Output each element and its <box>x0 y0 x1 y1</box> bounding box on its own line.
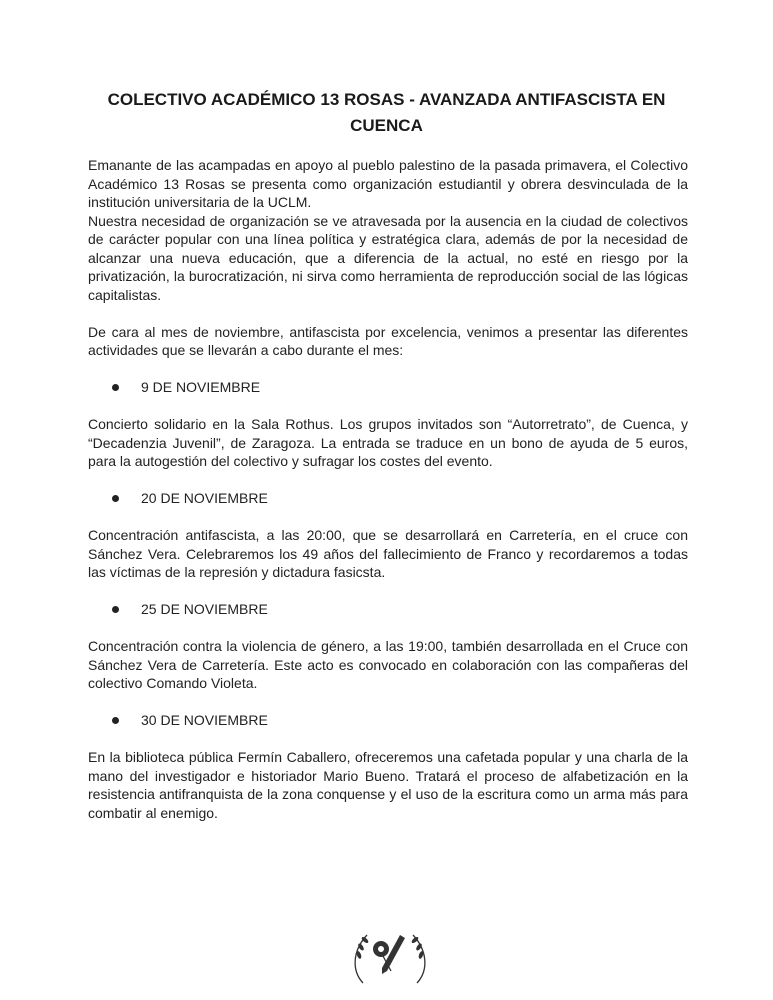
document-title: COLECTIVO ACADÉMICO 13 ROSAS - AVANZADA ANTIFASCISTA EN CUENCA <box>107 90 666 135</box>
intro-paragraph: Emanante de las acampadas en apoyo al pueblo palestino de la pasada primavera, el Colectivo Académico 13 Rosas se presenta como organización estudiantil y obrera desvinculada de la institución universitaria de la UCLM. <box>88 157 688 210</box>
bullet-icon <box>112 384 119 391</box>
event-description-1: Concierto solidario en la Sala Rothus. Los grupos invitados son “Autorretrato”, de Cuenca, y “Decadenzia Juvenil”, de Zaragoza. La entrada se traduce en un bono de ayuda de 5 euros, para la autogestión del colectivo y sufragar los costes del evento. <box>88 416 688 469</box>
event-date-label: 9 DE NOVIEMBRE <box>141 379 261 395</box>
bullet-icon <box>112 495 119 502</box>
event-date-label: 20 DE NOVIEMBRE <box>141 490 268 506</box>
event-date-3 <box>112 600 688 619</box>
bullet-icon <box>112 606 119 613</box>
event-date-4 <box>112 711 688 730</box>
event-description-2: Concentración antifascista, a las 20:00, que se desarrollará en Carretería, en el cruce con Sánchez Vera. Celebraremos los 49 años del fallecimiento de Franco y recordaremos a todas las víctimas de la represión y dictadura fasicsta. <box>88 527 688 580</box>
intro-paragraph: Nuestra necesidad de organización se ve atravesada por la ausencia en la ciudad de colectivos de carácter popular con una línea política y estratégica clara, además de por la necesidad de alcanzar una nueva educación, que a diferencia de la actual, no esté en riesgo por la privatización, la burocratización, ni sirva como herramienta de reproducción social de las lógicas capitalistas. <box>88 212 688 303</box>
event-description-3: Concentración contra la violencia de género, a las 19:00, también desarrollada en el Cruce con Sánchez Vera de Carretería. Este acto es convocado en colaboración con las compañeras del colectivo Comando Violeta. <box>88 638 688 691</box>
event-date-1 <box>112 378 688 397</box>
lead-paragraph: De cara al mes de noviembre, antifascista por excelencia, venimos a presentar las diferentes actividades que se llevarán a cabo durante el mes: <box>88 323 688 358</box>
event-description-4: En la biblioteca pública Fermín Caballero, ofreceremos una cafetada popular y una charla de la mano del investigador e historiador Mario Bueno. Tratará el proceso de alfabetización en la resistencia antifranquista de la zona conquense y el uso de la escritura como un arma más para combatir al enemigo. <box>88 749 688 821</box>
event-date-label: 30 DE NOVIEMBRE <box>141 712 268 728</box>
bullet-icon <box>112 717 119 724</box>
document-body <box>88 156 688 822</box>
event-date-label: 25 DE NOVIEMBRE <box>141 601 268 617</box>
event-date-2 <box>112 489 688 508</box>
intro-section <box>88 156 688 304</box>
rose-pencil-logo-icon <box>345 925 435 985</box>
